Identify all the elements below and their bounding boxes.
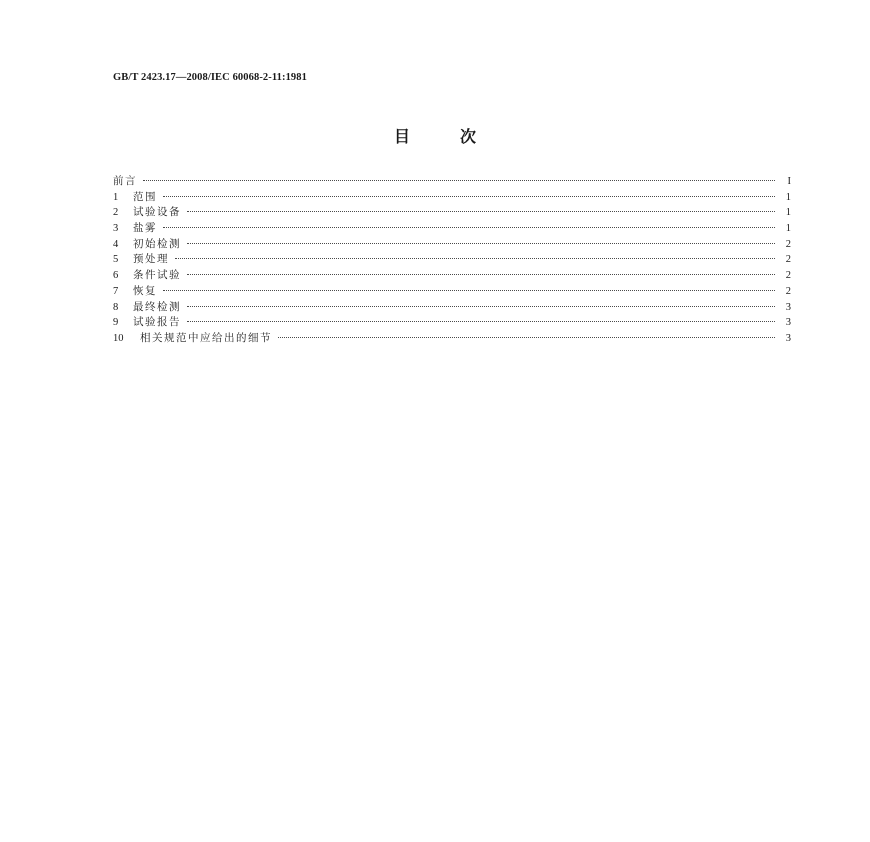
toc-entry-page: 2 [785,254,791,266]
toc-entry-number: 5 [113,254,119,266]
toc-leader-dots [163,290,775,291]
toc-entry-number: 9 [113,317,119,329]
toc-entry-page: 2 [785,270,791,282]
toc-entry-7[interactable] [113,284,791,300]
toc-entry-3[interactable] [113,221,791,237]
toc-entry-page: 3 [785,301,791,313]
toc-leader-dots [187,243,775,244]
toc-entry-4[interactable] [113,237,791,253]
toc-leader-dots [163,196,775,197]
toc-entry-page: 2 [785,238,791,250]
toc-entry-label: 恢复 [133,284,157,297]
toc-leader-dots [163,227,775,228]
toc-entry-label: 预处理 [133,253,169,266]
toc-entry-number: 6 [113,270,119,282]
toc-entry-number: 3 [113,223,119,235]
toc-leader-dots [278,337,775,338]
toc-entry-8[interactable] [113,300,791,316]
toc-entry-number: 4 [113,238,119,250]
toc-entry-label: 盐雾 [133,222,157,235]
page-title [0,124,870,147]
toc-entry-label: 前言 [113,175,137,187]
toc-entry-page: 1 [785,191,791,203]
toc-entry-label: 初始检测 [133,237,181,250]
toc-entry-label: 相关规范中应给出的细节 [140,331,272,344]
toc-entry-label: 范围 [133,190,157,203]
toc-entry-number: 7 [113,285,119,297]
toc-leader-dots [175,258,775,259]
toc-entry-page: 1 [785,207,791,219]
toc-entry-label: 最终检测 [133,300,181,313]
toc-entry-label: 试验报告 [133,316,181,329]
toc-entry-10[interactable] [113,331,791,347]
toc-leader-dots [187,321,775,322]
title-char-2: 次 [460,127,477,146]
toc-leader-dots [187,306,775,307]
title-char-1: 目 [393,127,410,146]
toc-entry-page: 2 [785,285,791,297]
toc-entry-page: 3 [785,317,791,329]
toc-entry-6[interactable] [113,268,791,284]
document-header-code: GB/T 2423.17—2008/IEC 60068-2-11:1981 [113,72,307,83]
toc-entry-page: I [787,176,791,187]
toc-entry-number: 2 [113,207,119,219]
toc-entry-1[interactable] [113,190,791,206]
toc-entry-page: 3 [785,332,791,344]
toc-entry-9[interactable] [113,315,791,331]
toc-entry-5[interactable] [113,252,791,268]
toc-leader-dots [187,211,775,212]
toc-leader-dots [187,274,775,275]
toc-entry-number: 1 [113,191,119,203]
toc-entry-2[interactable] [113,205,791,221]
toc-entry-number: 8 [113,301,119,313]
table-of-contents [113,174,791,347]
toc-entry-label: 试验设备 [133,206,181,219]
toc-entry-label: 条件试验 [133,269,181,282]
toc-entry-number: 10 [113,332,124,344]
toc-entry-page: 1 [785,223,791,235]
toc-leader-dots [143,180,775,181]
toc-entry-preface[interactable] [113,174,791,190]
